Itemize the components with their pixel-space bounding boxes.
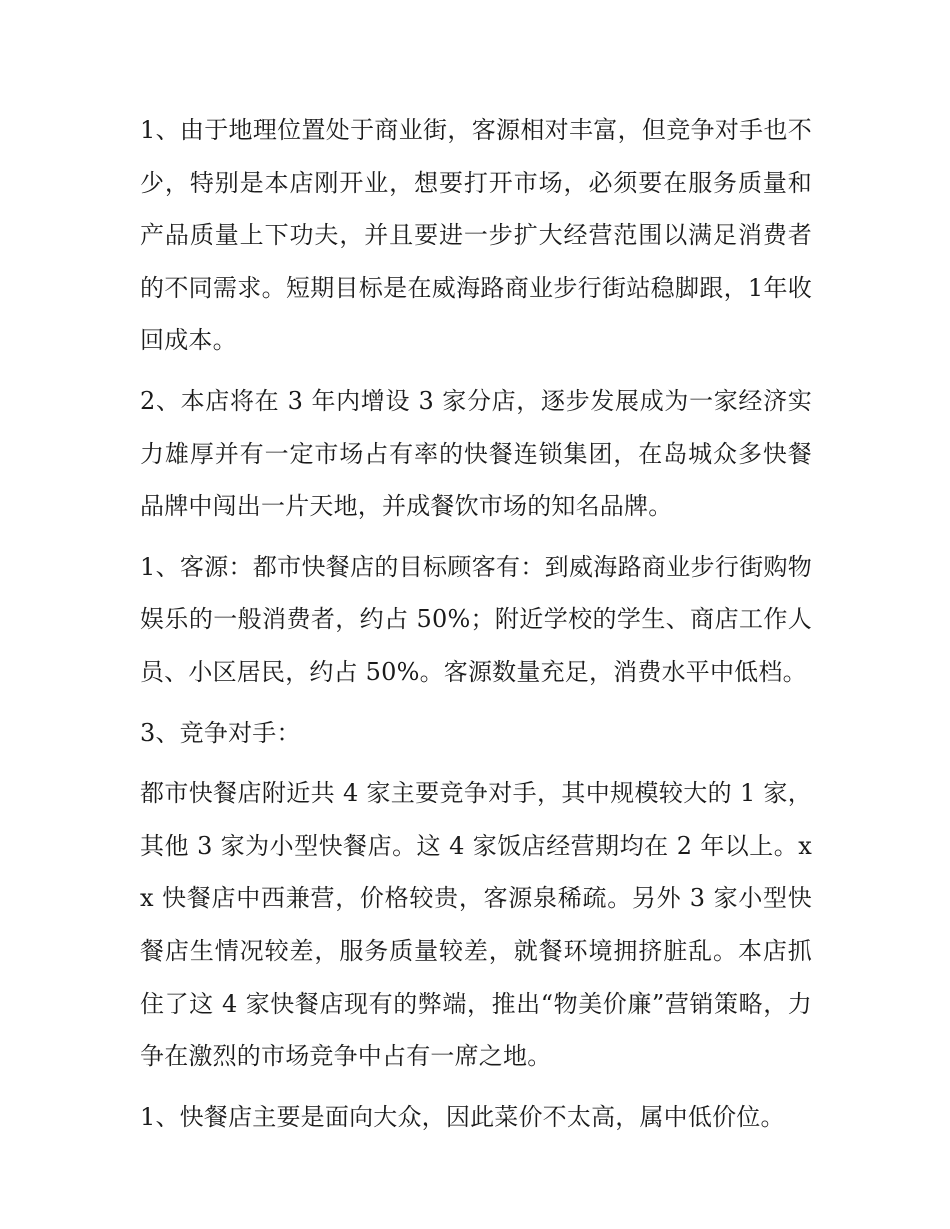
paragraph-customer-source: 1、客源：都市快餐店的目标顾客有：到威海路商业步行街购物娱乐的一般消费者，约占 50%；附近学校的学生、商店工作人员、小区居民，约占 50%。客源数量充足，消费水平中低档。 — [140, 552, 812, 686]
paragraph-competitors-detail: 都市快餐店附近共 4 家主要竞争对手，其中规模较大的 1 家，其他 3 家为小型快餐店。这 4 家饭店经营期均在 2 年以上。xx 快餐店中西兼营，价格较贵，客源泉稀疏。另外 3 家小型快餐店生情况较差，服务质量较差，就餐环境拥挤脏乱。本店抓住了这 4 家快餐店现有的弊端，推出“物美价廉”营销策略，力争在激烈的市场竞争中占有一席之地。 — [140, 779, 812, 1071]
paragraph-pricing: 1、快餐店主要是面向大众，因此菜价不太高，属中低价位。 — [140, 1102, 785, 1131]
document-body — [140, 104, 812, 1151]
paragraph-competitors-heading: 3、竞争对手： — [140, 718, 301, 747]
paragraph-location-goals: 1、由于地理位置处于商业街，客源相对丰富，但竞争对手也不少，特别是本店刚开业，想要打开市场，必须要在服务质量和产品质量上下功夫，并且要进一步扩大经营范围以满足消费者的不同需求。短期目标是在威海路商业步行街站稳脚跟，1年收回成本。 — [140, 116, 812, 355]
paragraph-expansion-plan: 2、本店将在 3 年内增设 3 家分店，逐步发展成为一家经济实力雄厚并有一定市场占有率的快餐连锁集团，在岛城众多快餐品牌中闯出一片天地，并成餐饮市场的知名品牌。 — [140, 386, 812, 521]
